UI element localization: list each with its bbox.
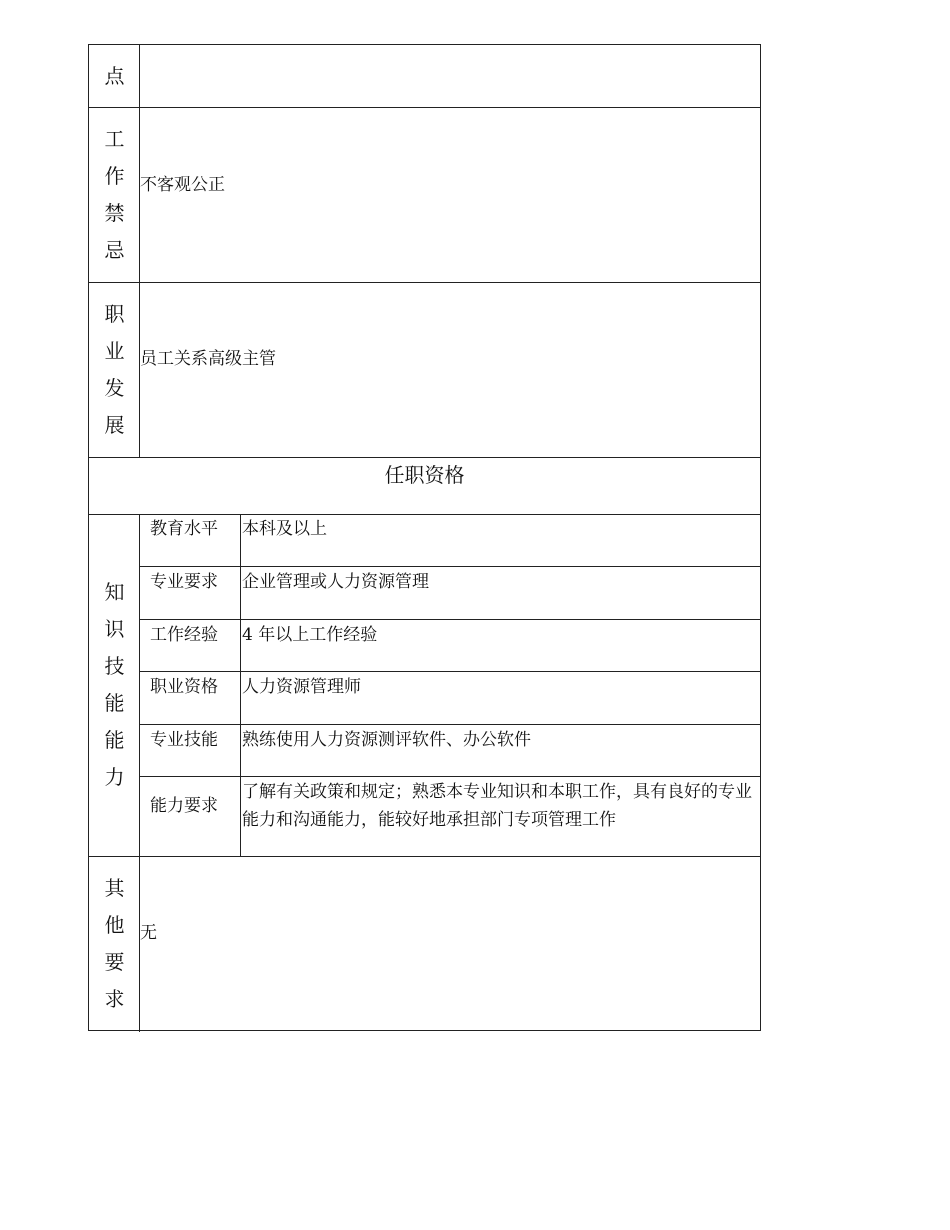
education-label: 教育水平	[150, 519, 218, 539]
row-divider	[140, 619, 760, 620]
label-char: 技	[104, 654, 125, 678]
education-value: 本科及以上	[242, 519, 327, 539]
label-char: 要	[104, 949, 125, 974]
label-char: 工	[104, 126, 125, 151]
label-char: 力	[104, 765, 125, 789]
other-label	[89, 856, 140, 1031]
skills-value: 熟练使用人力资源测评软件、办公软件	[242, 730, 531, 750]
row-divider	[89, 856, 760, 857]
label-char: 其	[104, 875, 125, 900]
experience-value: 4 年以上工作经验	[242, 625, 378, 645]
certification-value: 人力资源管理师	[242, 677, 361, 697]
ability-value: 了解有关政策和规定；熟悉本专业知识和本职工作，具有良好的专业能力和沟通能力，能较好地承担部门专项管理工作	[242, 782, 752, 830]
label-char: 能	[104, 728, 125, 752]
label-char: 他	[104, 912, 125, 937]
taboo-label	[89, 107, 140, 282]
label-char: 禁	[104, 200, 125, 225]
column-divider	[240, 514, 241, 857]
label-char: 忌	[104, 237, 125, 262]
label-char: 求	[104, 986, 125, 1011]
row-divider	[140, 776, 760, 777]
row-divider	[89, 457, 760, 458]
label-char: 职	[104, 301, 125, 326]
label-char: 发	[104, 375, 125, 400]
major-value: 企业管理或人力资源管理	[242, 572, 429, 592]
label-char: 展	[104, 412, 125, 437]
label-char: 能	[104, 691, 125, 715]
career-label	[89, 282, 140, 457]
skills-label: 专业技能	[150, 730, 218, 750]
major-label: 专业要求	[150, 572, 218, 592]
knowledge-skills-label	[89, 514, 140, 856]
certification-label: 职业资格	[150, 677, 218, 697]
label-char: 知	[104, 580, 125, 604]
label-char: 作	[104, 163, 125, 188]
row-divider	[89, 282, 760, 283]
section-title: 任职资格	[384, 463, 465, 487]
other-content: 无	[140, 923, 157, 943]
row-divider	[89, 107, 760, 108]
label-char: 识	[104, 617, 125, 641]
job-description-table	[88, 44, 761, 1031]
row-divider	[140, 671, 760, 672]
row-divider	[140, 566, 760, 567]
row-divider	[140, 724, 760, 725]
career-content: 员工关系高级主管	[140, 349, 276, 369]
experience-label: 工作经验	[150, 625, 218, 645]
ability-label: 能力要求	[150, 796, 218, 816]
label-char: 业	[104, 338, 125, 363]
point-label-char: 点	[104, 63, 125, 88]
point-label	[89, 45, 140, 107]
taboo-content: 不客观公正	[140, 175, 225, 195]
